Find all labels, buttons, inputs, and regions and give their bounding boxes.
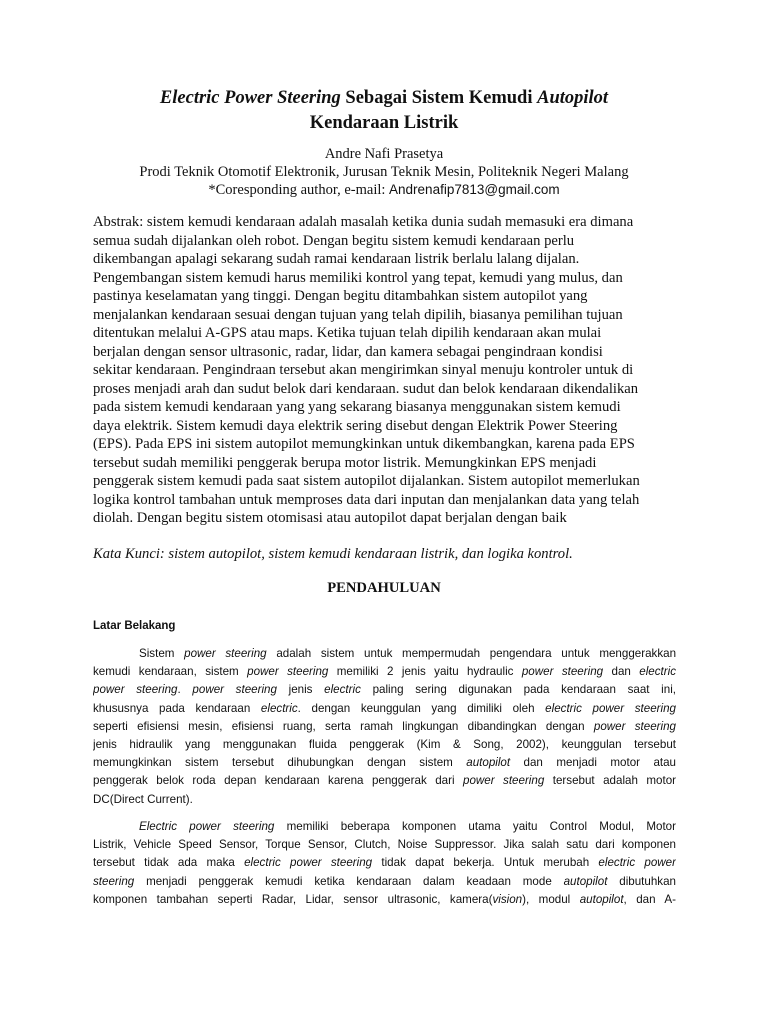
abstract-line: logika kontrol tambahan untuk memproses data dari inputan dan menjalankan data yang telah bbox=[93, 491, 640, 508]
text: adalah sistem untuk mempermudah pengendara untuk menggerakkan bbox=[266, 647, 676, 660]
paragraph-line bbox=[93, 891, 676, 909]
paragraph-line bbox=[93, 754, 676, 772]
corresponding-label: *Coresponding author, e-mail: bbox=[208, 182, 390, 198]
title-text-1: Sebagai Sistem Kemudi bbox=[340, 88, 538, 108]
keywords-text: : sistem autopilot, sistem kemudi kendaraan listrik, dan logika kontrol. bbox=[159, 546, 573, 562]
text: seperti efisiensi mesin, efisiensi ruang, serta ramah lingkungan dibandingkan dengan bbox=[93, 719, 594, 733]
paragraph-line bbox=[93, 854, 676, 872]
text: jenis bbox=[276, 683, 325, 697]
text: memiliki beberapa komponen utama yaitu Control Modul, Motor bbox=[274, 820, 676, 833]
abstract-line: Abstrak: sistem kemudi kendaraan adalah masalah ketika dunia sudah memasuki era dimana bbox=[93, 214, 634, 230]
text-italic: autopilot bbox=[579, 892, 624, 906]
author-block bbox=[60, 145, 708, 199]
abstract-line: Pengembangan sistem kemudi harus memiliki kontrol yang tepat, kemudi yang mulus, dan bbox=[93, 269, 623, 286]
paragraph-line bbox=[93, 873, 676, 891]
text: . bbox=[177, 683, 193, 697]
abstract-line: tersebut sudah memiliki penggerak berupa motor listrik. Memungkinkan EPS menjadi bbox=[93, 454, 597, 471]
text: memungkinkan sistem tersebut dihubungkan dengan sistem bbox=[93, 756, 467, 770]
abstract-line: daya elektrik. Sistem kemudi daya elektrik sering disebut dengan Elektrik Power Steering bbox=[93, 417, 618, 434]
abstract-line: berjalan dengan sensor ultrasonic, radar, lidar, dan kamera sebagai pengindraan kondisi bbox=[93, 343, 603, 360]
text-italic: Electric power steering bbox=[139, 820, 275, 833]
paragraph-1 bbox=[93, 645, 676, 809]
text-italic: power steering bbox=[247, 665, 329, 679]
paragraph-line bbox=[93, 663, 676, 681]
text: . dengan keunggulan yang dimiliki oleh bbox=[297, 701, 546, 715]
paragraph-line bbox=[93, 681, 676, 699]
subsection-heading: Latar Belakang bbox=[93, 620, 176, 632]
abstract-line: ditentukan melalui A-GPS atau maps. Ketika tujuan telah dipilih kendaraan akan mulai bbox=[93, 325, 602, 341]
section-heading: PENDAHULUAN bbox=[327, 580, 441, 596]
abstract-line: diolah. Dengan begitu sistem otomisasi atau autopilot dapat berjalan dengan baik bbox=[93, 510, 567, 526]
text: khususnya pada kendaraan bbox=[93, 701, 261, 715]
paragraph-line bbox=[93, 818, 676, 836]
text: Sistem bbox=[139, 647, 185, 660]
paragraph-line bbox=[93, 772, 676, 790]
abstract-line: pastinya keselamatan yang tinggi. Dengan begitu ditambahkan sistem autopilot yang bbox=[93, 288, 588, 304]
paragraph-line: DC(Direct Current). bbox=[93, 792, 193, 806]
abstract-line: dikembangan apalagi sekarang sudah ramai kendaraan listrik berlalu lalang dijalan. bbox=[93, 251, 580, 267]
text-italic: power steering bbox=[93, 683, 178, 697]
paragraph-2 bbox=[93, 818, 676, 909]
title-italic-1: Electric Power Steering bbox=[159, 88, 341, 108]
text-italic: autopilot bbox=[466, 756, 511, 770]
text-italic: steering bbox=[93, 874, 135, 888]
text-italic: autopilot bbox=[563, 874, 608, 888]
paragraph-line: Listrik, Vehicle Speed Sensor, Torque Sensor, Clutch, Noise Suppressor. Jika salah satu dari komponen bbox=[93, 838, 676, 852]
abstract bbox=[93, 213, 676, 528]
paragraph-line: jenis hidraulik yang menggunakan fluida penggerak (Kim & Song, 2002), keunggulan tersebut bbox=[93, 738, 676, 752]
text: memiliki 2 jenis yaitu hydraulic bbox=[328, 665, 522, 679]
text-italic: power steering bbox=[593, 719, 676, 733]
text: dan bbox=[603, 665, 640, 679]
text-italic: power steering bbox=[463, 774, 545, 788]
title-line-1 bbox=[60, 86, 708, 111]
text: tersebut tidak ada maka bbox=[93, 856, 245, 870]
paragraph-line bbox=[93, 718, 676, 736]
keywords bbox=[93, 545, 693, 563]
abstract-line: pada sistem kemudi kendaraan yang yang sekarang biasanya menggunakan sistem kemudi bbox=[93, 399, 621, 415]
text: dibutuhkan bbox=[607, 874, 676, 888]
author-email: Andrenafip7813@gmail.com bbox=[389, 182, 560, 197]
paragraph-line bbox=[93, 645, 676, 663]
paper-title bbox=[60, 86, 708, 136]
abstract-line: (EPS). Pada EPS ini sistem autopilot memungkinkan untuk dikembangkan, karena pada EPS bbox=[93, 436, 635, 452]
text: paling sering digunakan pada kendaraan saat ini, bbox=[360, 683, 676, 697]
text: penggerak belok roda depan kendaraan karena penggerak dari bbox=[93, 774, 463, 788]
text-italic: electric power steering bbox=[545, 701, 676, 715]
title-line-2: Kendaraan Listrik bbox=[309, 113, 459, 133]
text: ), modul bbox=[522, 892, 580, 906]
text: kemudi kendaraan, sistem bbox=[93, 665, 248, 679]
text-italic: electric power bbox=[598, 856, 676, 870]
text-italic: electric bbox=[260, 701, 298, 715]
text-italic: power steering bbox=[521, 665, 604, 679]
text-italic: electric bbox=[639, 665, 676, 679]
text: tidak dapat bekerja. Untuk merubah bbox=[372, 856, 599, 870]
text-italic: electric bbox=[324, 683, 361, 697]
text-italic: power steering bbox=[184, 647, 267, 660]
corresponding-author bbox=[60, 181, 708, 199]
text-italic: power steering bbox=[192, 683, 277, 697]
text: dan menjadi motor atau bbox=[510, 756, 676, 770]
abstract-line: proses menjadi arah dan sudut belok dari kendaraan. sudut dan belok kendaraan dikendalikan bbox=[93, 380, 639, 397]
author-name: Andre Nafi Prasetya bbox=[324, 146, 444, 162]
abstract-line: menjalankan kendaraan sesuai dengan tujuan yang telah dipilih, biasanya pemilihan tujuan bbox=[93, 306, 623, 323]
text-italic: vision bbox=[492, 892, 523, 906]
author-affiliation: Prodi Teknik Otomotif Elektronik, Jurusan Teknik Mesin, Politeknik Negeri Malang bbox=[139, 164, 629, 180]
keywords-label: Kata Kunci bbox=[93, 546, 160, 562]
paragraph-line bbox=[93, 700, 676, 718]
text-italic: electric power steering bbox=[244, 856, 373, 870]
abstract-line: penggerak sistem kemudi pada saat sistem autopilot dijalankan. Sistem autopilot memerlukan bbox=[93, 473, 640, 489]
title-italic-2: Autopilot bbox=[537, 88, 609, 108]
text: , dan A- bbox=[623, 892, 676, 906]
text: menjadi penggerak kemudi ketika kendaraan dalam keadaan mode bbox=[134, 874, 564, 888]
text: tersebut adalah motor bbox=[544, 774, 676, 788]
abstract-line: sekitar kendaraan. Pengindraan tersebut akan mengirimkan sinyal menuju kontroler untuk di bbox=[93, 362, 634, 378]
text: komponen tambahan seperti Radar, Lidar, sensor ultrasonic, kamera( bbox=[93, 892, 493, 906]
abstract-line: semua sudah dijalankan oleh robot. Dengan begitu sistem kemudi kendaraan perlu bbox=[93, 232, 575, 249]
